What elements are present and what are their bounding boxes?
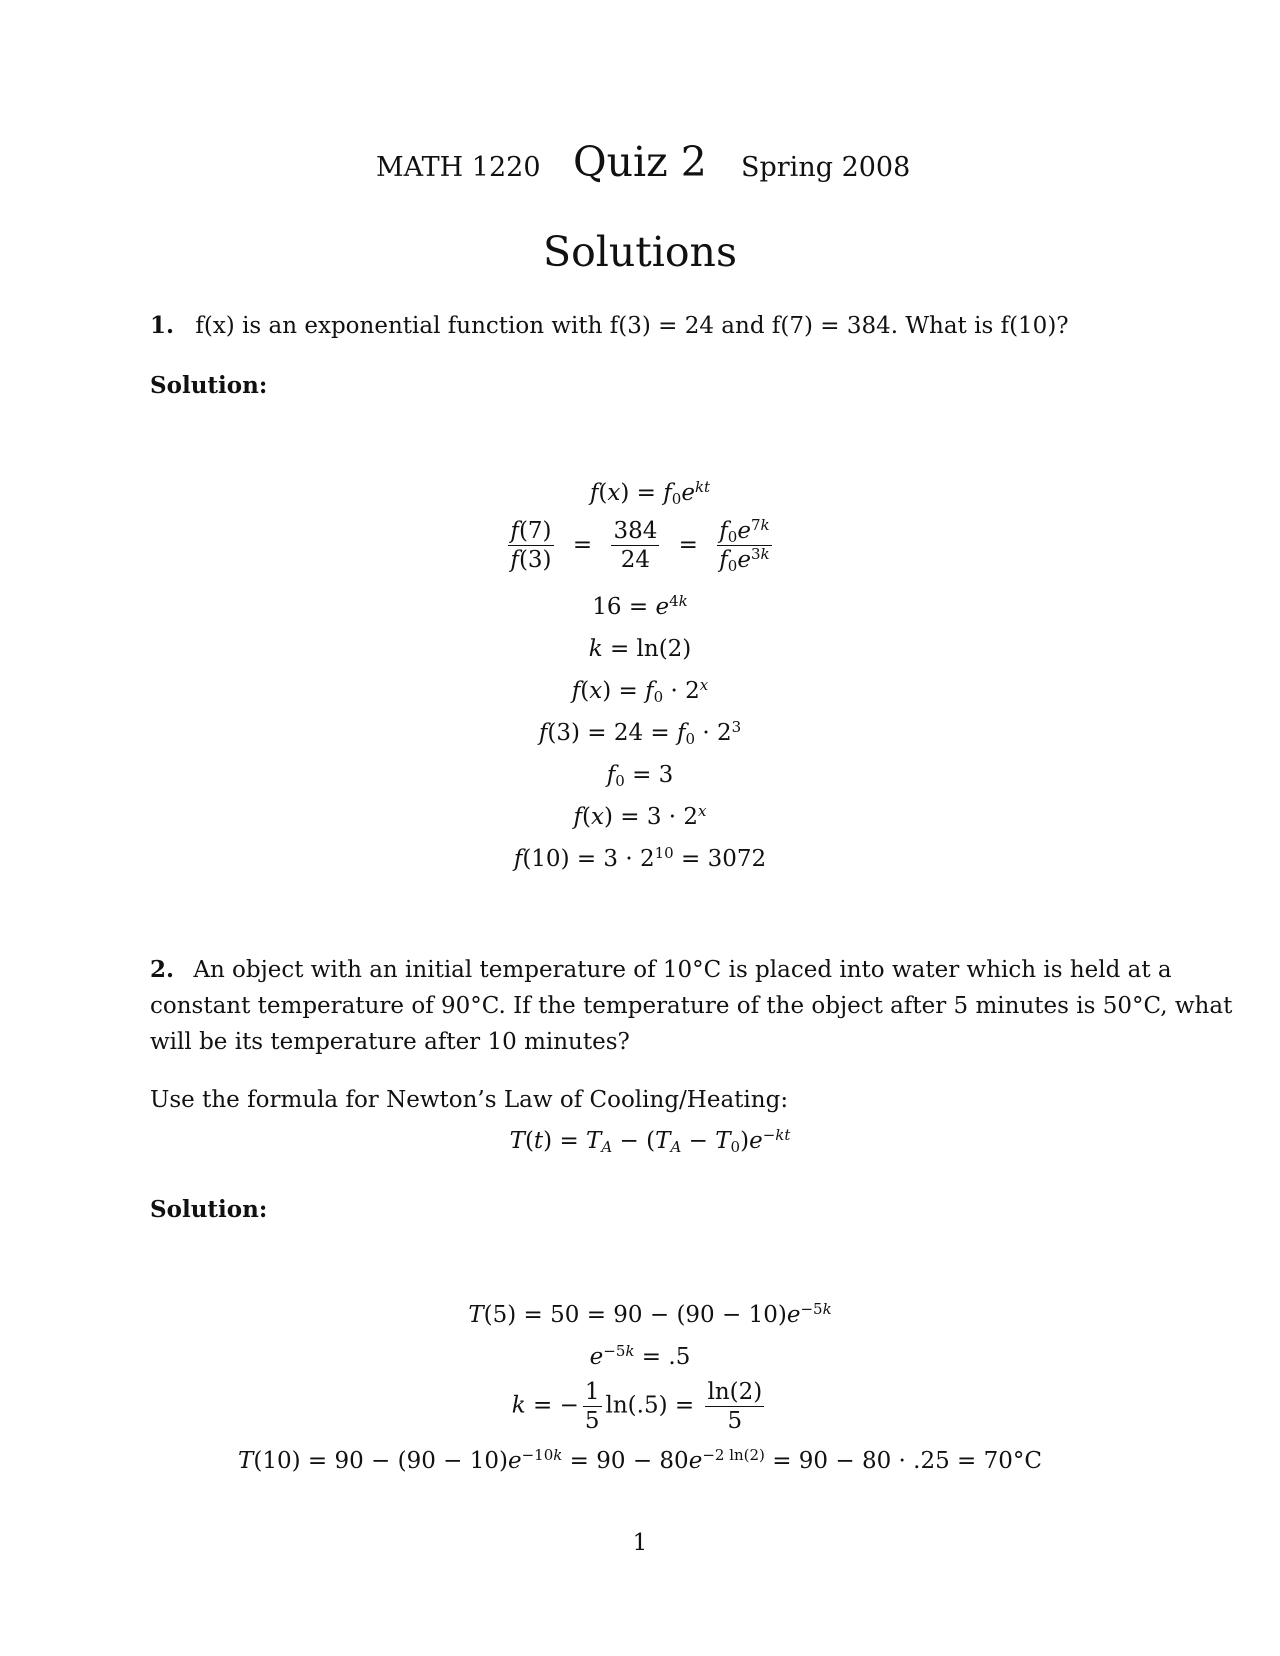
p1-step-2: $\frac{f(7)}{f(3)}$ = $\frac{384}{24}$ = $\frac{f_0e^{7k}}{f_0e^{3k}}$: [510, 515, 770, 575]
page-number: 1: [632, 1530, 648, 1556]
problem-2-text-line-1: An object with an initial temperature of 10°C is placed into water which is held at a: [193, 957, 1172, 983]
problem-1-statement: [150, 308, 1069, 344]
p2-step-3: k = − $\frac{1}{5}$ ln(.5) = $\frac{\ln(2)}{5}$: [511, 1379, 763, 1434]
p2-step-4: $T(10) = 90 - (90 - 10)e^{-10k} = 90 - 80e^{-2 ln(2)} = 90 - 80 \cdot .25 = 70^\circ C$: [238, 1445, 1042, 1474]
p1-step-7: $f_0 = 3$: [606, 762, 674, 790]
p1-step-8: $f(x) = 3 \cdot 2^x$: [573, 801, 707, 830]
problem-1-text: f(x) is an exponential function with f(3) = 24 and f(7) = 384. What is f(10)?: [195, 313, 1069, 339]
p2-step-1: $T(5) = 50 = 90 - (90 - 10)e^{-5k}$: [468, 1299, 832, 1328]
problem-1-number: 1.: [150, 312, 175, 339]
problem-1-solution-label: Solution:: [150, 372, 268, 399]
p1-step-3: $16 = e^{4k}$: [592, 591, 688, 620]
term-label: Spring 2008: [741, 152, 911, 183]
p2-step-2: $e^{-5k} = .5$: [589, 1341, 691, 1370]
p1-step-1: $f(x) = f_0e^{kt}$: [589, 477, 711, 508]
p1-step-4: k = ln(2): [588, 636, 692, 662]
p1-frac-f7-f3: $\frac{f(7)}{f(3)}$: [510, 518, 552, 573]
problem-2-solution-label: Solution:: [150, 1196, 268, 1223]
p1-step-5: $f(x) = f_0 \cdot 2^x$: [571, 675, 709, 706]
problem-2-number: 2.: [150, 956, 175, 983]
p1-frac-384-24: $\frac{384}{24}$: [613, 518, 658, 573]
p1-frac-exponents: $\frac{f_0e^{7k}}{f_0e^{3k}}$: [719, 515, 770, 575]
course-code: MATH 1220: [376, 152, 541, 183]
newton-cooling-formula: $T(t) = T_A - (T_A - T_0)e^{-kt}$: [509, 1125, 791, 1156]
p1-step-6: $f(3) = 24 = f_0 \cdot 2^3$: [538, 717, 742, 748]
quiz-title: Quiz 2: [573, 138, 707, 186]
p2-frac-one-fifth: $\frac{1}{5}$: [584, 1379, 600, 1434]
formula-intro: Use the formula for Newton’s Law of Cooling/Heating:: [150, 1087, 789, 1113]
problem-2-text-line-3: will be its temperature after 10 minutes?: [150, 1029, 630, 1055]
page-title: Solutions: [542, 228, 737, 276]
p2-frac-ln2-5: $\frac{\ln(2)}{5}$: [707, 1379, 763, 1434]
problem-2-statement: [150, 952, 1233, 1060]
p1-step-9: $f(10) = 3 \cdot 2^{10} = 3072$: [513, 843, 767, 872]
problem-2-text-line-2: constant temperature of 90°C. If the temperature of the object after 5 minutes is 50°C, what: [150, 993, 1233, 1019]
